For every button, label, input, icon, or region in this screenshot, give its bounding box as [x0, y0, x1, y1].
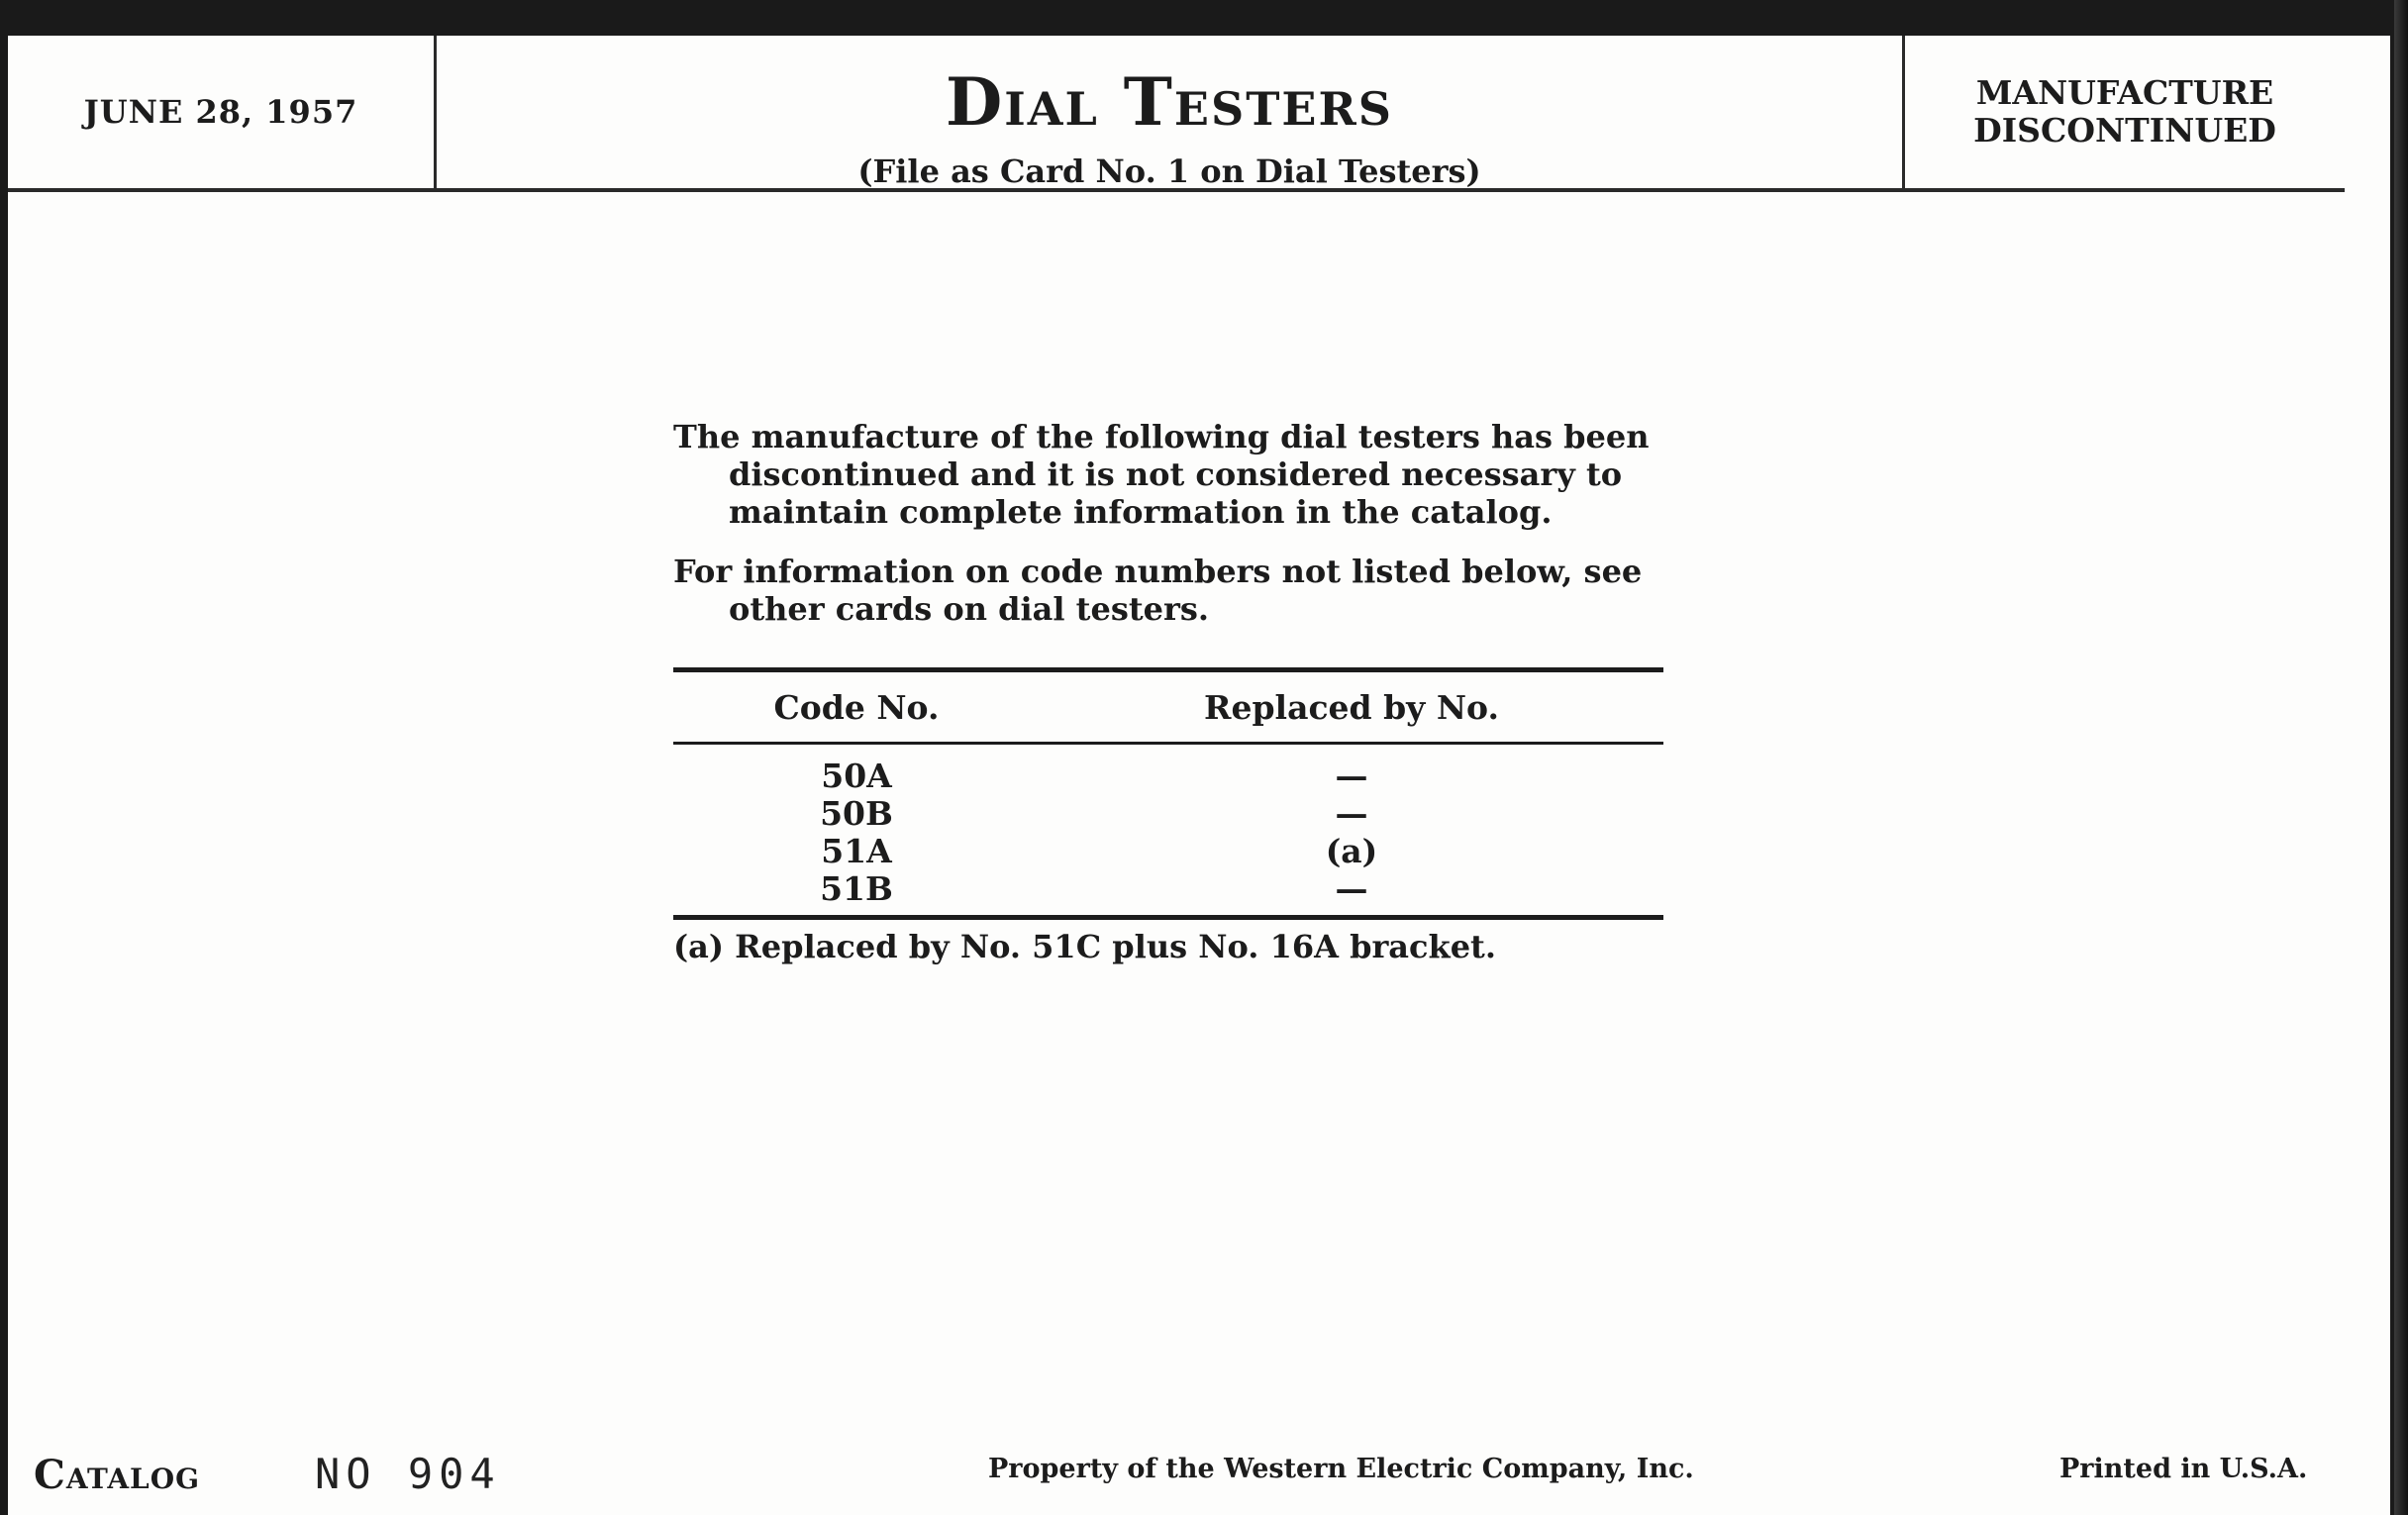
table-body — [673, 745, 1663, 920]
replaced-cell: — — [1335, 756, 1368, 795]
table-row — [673, 757, 1663, 794]
footer-catalog-number: NO 904 — [315, 1450, 501, 1498]
replacement-table — [673, 667, 1663, 965]
file-note: (File as Card No. 1 on Dial Testers) — [857, 152, 1481, 190]
footer-catalog-label: Catalog — [34, 1452, 201, 1498]
replaced-cell: — — [1335, 868, 1368, 908]
code-cell: 50A — [821, 756, 892, 795]
code-cell: 51A — [821, 831, 892, 870]
replaced-cell: — — [1335, 793, 1368, 833]
body-text — [673, 418, 1663, 650]
table-header-row — [673, 672, 1663, 745]
table-footnote: (a) Replaced by No. 51C plus No. 16A bracket. — [673, 928, 1496, 965]
header-code: Code No. — [773, 687, 940, 727]
paragraph-2: For information on code numbers not listed below, see other cards on dial testers. — [673, 553, 1643, 628]
footer-property: Property of the Western Electric Company, Inc. — [988, 1454, 1694, 1484]
header-date: JUNE 28, 1957 — [8, 36, 437, 188]
replaced-cell: (a) — [1325, 831, 1378, 870]
table-row — [673, 832, 1663, 869]
table-row — [673, 794, 1663, 832]
page-title: Dial Testers — [946, 63, 1393, 141]
card-header — [8, 36, 2345, 192]
footer-printed: Printed in U.S.A. — [2059, 1454, 2308, 1484]
catalog-card — [8, 36, 2390, 1515]
status-box — [1905, 36, 2345, 188]
scan-edge — [2394, 0, 2408, 1515]
status-line-1: MANUFACTURE — [1975, 73, 2274, 112]
code-cell: 51B — [820, 868, 893, 908]
status-line-2: DISCONTINUED — [1973, 111, 2276, 150]
code-cell: 50B — [820, 793, 893, 833]
header-title-box — [437, 36, 1905, 188]
paragraph-1: The manufacture of the following dial testers has been discontinued and it is not considered necessary to maintain complete information in the catalog. — [673, 418, 1650, 531]
header-replaced: Replaced by No. — [1204, 687, 1499, 727]
table-row — [673, 869, 1663, 907]
